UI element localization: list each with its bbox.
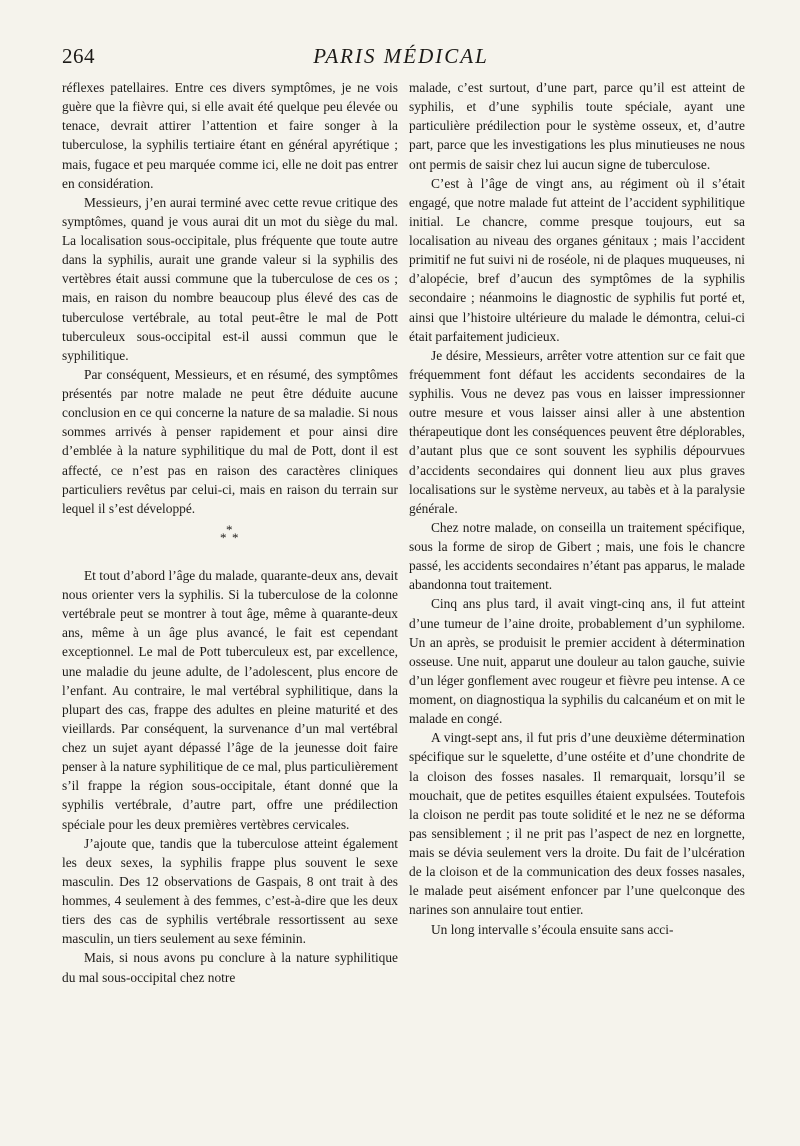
paragraph: Par conséquent, Messieurs, et en résumé, des symptômes présentés par notre malade ne peut être déduite aucune conclusion en ce qui concerne la nature de sa maladie. Si nous sommes arrivés à penser rapidement et pour ainsi dire d’emblée à la nature syphilitique du mal de Pott, dont il est affecté, ce n’est pas en raison des caractères cliniques particuliers revêtus par celui-ci, mais en raison du terrain sur lequel il s’est développé.	[62, 366, 398, 516]
paragraph: malade, c’est surtout, d’une part, parce qu’il est atteint de syphilis, et d’une syphilis toute spéciale, ayant une particulière prédilection pour le système osseux, et, d’autre part, parce que les investigations les plus minutieuses ne nous ont permis de saisir chez lui aucun signe de tuberculose.	[409, 80, 745, 172]
right-column	[409, 78, 745, 939]
paragraph: Cinq ans plus tard, il avait vingt-cinq ans, il fut atteint d’une tumeur de l’aine droite, probablement d’un syphilome. Un an après, se produisit le premier accident à détermination osseuse. Une nuit, apparut une douleur au talon gauche, suivie d’un léger gonflement avec rougeur et fièvre peu intense. A ce moment, on diagnostiqua la syphilis du calcanéum et on mit le malade en congé.	[409, 596, 745, 727]
asterisk: *	[220, 529, 227, 545]
paragraph: Chez notre malade, on conseilla un traitement spécifique, sous la forme de sirop de Gibert ; mais, une fois le chancre passé, les accidents secondaires n’étant pas apparus, le malade abandonna tout traitement.	[409, 519, 745, 593]
paragraph: C’est à l’âge de vingt ans, au régiment où il s’était engagé, que notre malade fut atteint de l’accident syphilitique initial. Le chancre, comme presque toujours, eut sa localisation au niveau des organes génitaux ; mais l’accident primitif ne fut suivi ni de roséole, ni de plaques muqueuses, ni d’alopécie, bref d’aucun des symptômes de la syphilis secondaire ; néanmoins le diagnostic de syphilis fut porté et, ainsi que l’histoire ultérieure du malade le démontra, celui-ci était parfaitement judicieux.	[409, 175, 745, 344]
paragraph: J’ajoute que, tandis que la tuberculose atteint également les deux sexes, la syphilis frappe plus souvent le sexe masculin. Des 12 observations de Gaspais, 8 ont trait à des hommes, 4 seulement à des femmes, c’est-à-dire que les deux tiers des cas de syphilis vertébrale ressortissent au sexe masculin, un tiers seulement au sexe féminin.	[62, 835, 398, 947]
asterisk: *	[226, 521, 233, 537]
paragraph: réflexes patellaires. Entre ces divers symptômes, je ne vois guère que la fièvre qui, si elle avait été quelque peu élevée ou tenace, devrait attirer l’attention et faire songer à la tuberculose, la syphilis tertiaire étant en général apyrétique ; mais, fugace et peu marquée comme ici, elle ne doit pas entrer en considération.	[62, 80, 398, 191]
paragraph: A vingt-sept ans, il fut pris d’une deuxième détermination spécifique sur le squelette, d’une ostéite et d’une chondrite de la cloison des fosses nasales. Il remarquait, lorsqu’il se mouchait, que de petites esquilles étaient expulsées. Toutefois la cloison ne perdit pas toute solidité et le nez ne se déforma pas sensiblement ; il ne prit pas l’aspect de nez en lorgnette, mais se dévia seulement vers la droite. Du fait de l’ulcération de la cloison et de la communication des deux fosses nasales, le malade peut aisément enfoncer par l’une quelconque des narines son annulaire tout entier.	[409, 730, 745, 918]
paragraph: Et tout d’abord l’âge du malade, quarante-deux ans, devait nous orienter vers la syphilis. Si la tuberculose de la colonne vertébrale peut se montrer à tout âge, même à quarante-deux ans, même à un âge plus avancé, le fait est cependant exceptionnel. Le mal de Pott tuberculeux est, par excellence, une maladie du jeune adulte, de l’adolescent, plus encore de l’enfant. Au contraire, le mal vertébral syphilitique, dans la plupart des cas, frappe des adultes en pleine maturité et des vieillards. Par conséquent, la survenance d’un mal vertébral chez un sujet ayant dépassé l’âge de la jeunesse doit faire penser à la nature syphilitique de ce mal, plus particulièrement s’il frappe la région sous-occipitale, étant donné que la syphilis vertébrale, d’autre part, offre une prédilection spéciale pour les deux premières vertèbres cervicales.	[62, 567, 398, 832]
paragraph: Je désire, Messieurs, arrêter votre attention sur ce fait que fréquemment font défaut les accidents secondaires de la syphilis. Vous ne devez pas vous en laisser impressionner outre mesure et vous laisser ainsi aller à une abstention thérapeutique dont les conséquences peuvent être déplorables, d’autant plus que ce sont souvent les syphilis dépourvues d’accidents secondaires qui donnent lieu aux plus graves localisations sur le système nerveux, au tabès et à la paralysie générale.	[409, 347, 745, 516]
asterisk: *	[232, 529, 239, 545]
left-column	[62, 78, 398, 987]
section-separator-asterism	[62, 518, 398, 566]
page-header	[62, 42, 740, 76]
paragraph: Messieurs, j’en aurai terminé avec cette revue critique des symptômes, quand je vous aurai dit un mot du siège du mal. La localisation sous-occipitale, plus fréquente que toute autre dans la syphilis, aurait une grande valeur si la syphilis des vertèbres était aussi commune que la tuberculose de ces os ; mais, en raison du nombre beaucoup plus élevé des cas de tuberculose vertébrale, au total peut-être le mal de Pott tuberculeux sous-occipital est-il aussi commun que le syphilitique.	[62, 194, 398, 363]
running-title: PARIS MÉDICAL	[313, 44, 489, 68]
paragraph: Un long intervalle s’écoula ensuite sans acci-	[431, 921, 674, 937]
paragraph: Mais, si nous avons pu conclure à la nature syphilitique du mal sous-occipital chez notre	[62, 950, 398, 985]
page-number: 264	[62, 44, 95, 68]
